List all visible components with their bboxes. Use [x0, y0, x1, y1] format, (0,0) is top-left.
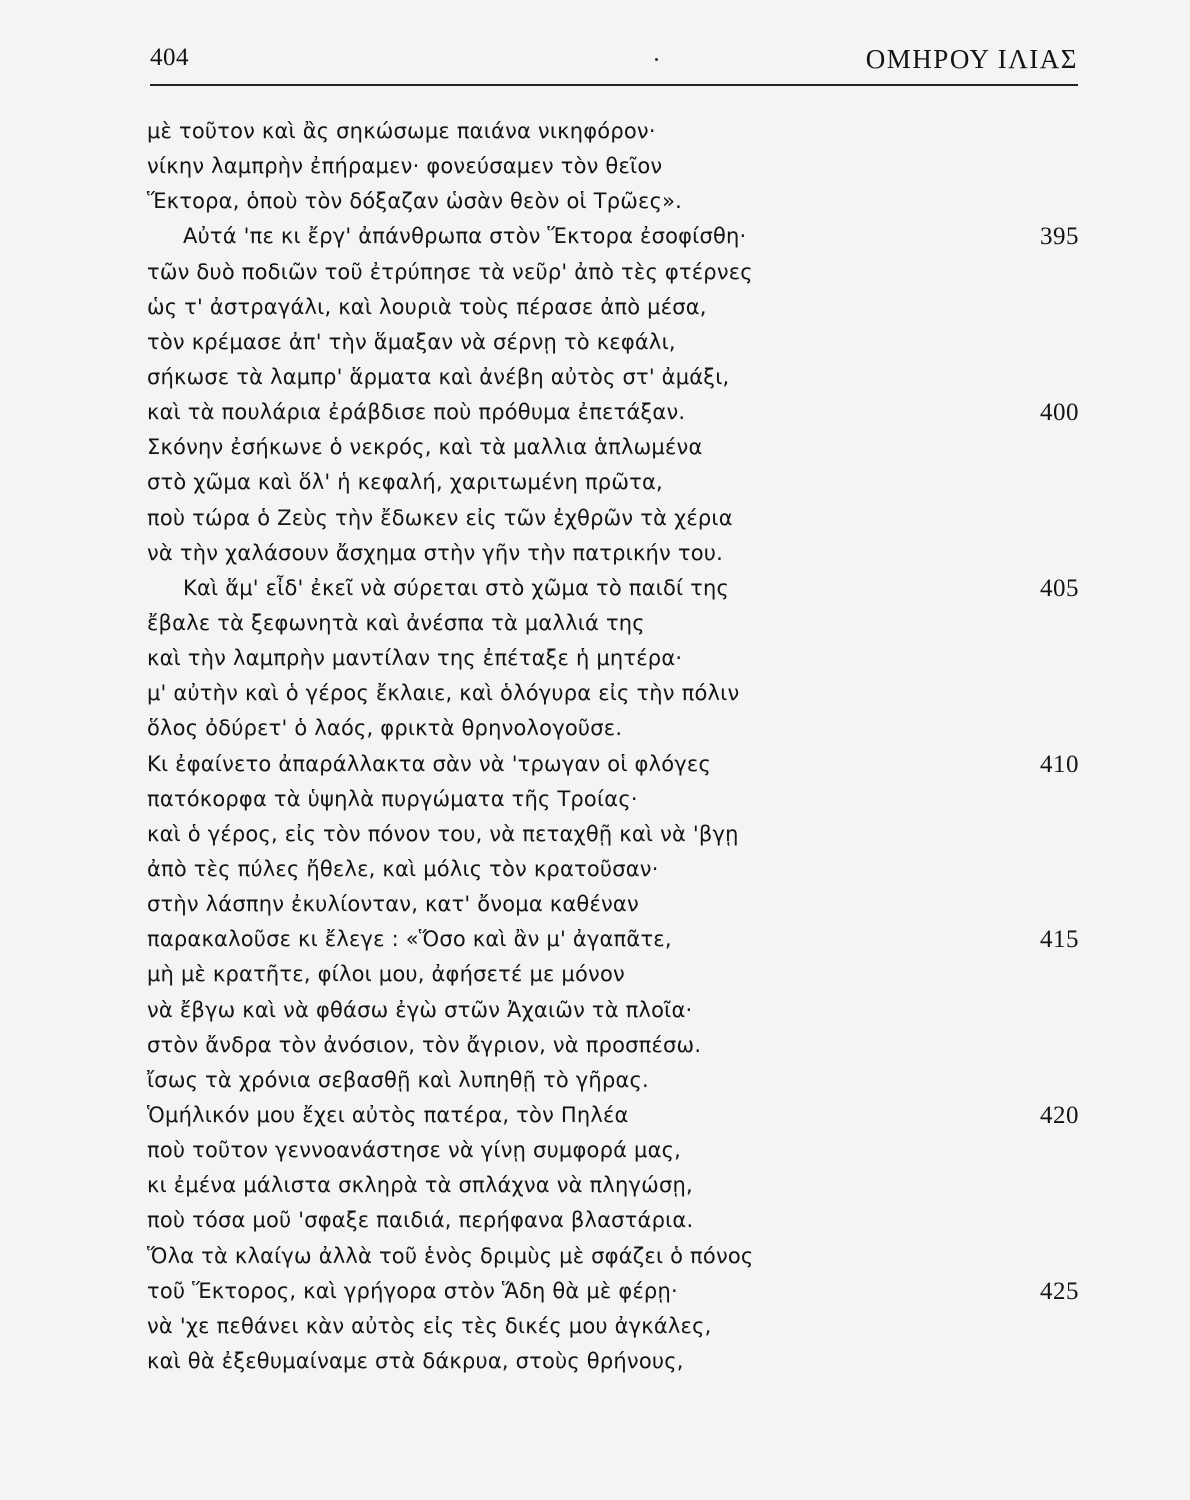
- verse-line: [147, 1028, 1087, 1063]
- verse-line: [147, 957, 1087, 992]
- verse-line: [147, 887, 1087, 922]
- verse-line: [147, 395, 1087, 430]
- verse-text: Καὶ ἅμ' εἶδ' ἐκεῖ νὰ σύρεται στὸ χῶμα τὸ παιδί της: [183, 575, 730, 600]
- verse-text: ποὺ τώρα ὁ Ζεὺς τὴν ἔδωκεν εἰς τῶν ἐχθρῶν τὰ χέρια: [147, 505, 733, 530]
- verse-text: Σκόνην ἐσήκωνε ὁ νεκρός, καὶ τὰ μαλλια ἁπλωμένα: [147, 435, 703, 460]
- verse-text: σήκωσε τὰ λαμπρ' ἅρματα καὶ ἀνέβη αὐτὸς στ' ἀμάξι,: [147, 364, 730, 389]
- speck-mark: [655, 58, 658, 61]
- verse-line: [147, 290, 1087, 325]
- verse-text: Αὐτά 'πε κι ἔργ' ἀπάνθρωπα στὸν Ἕκτορα ἐσοφίσθη·: [183, 224, 747, 249]
- verse-text: Ὁμήλικόν μου ἔχει αὐτὸς πατέρα, τὸν Πηλέα: [147, 1102, 629, 1127]
- verse-line: [147, 219, 1087, 254]
- verse-text: πατόκορφα τὰ ὑψηλὰ πυργώματα τῆς Τροίας·: [147, 786, 638, 811]
- verse-text: Ἕκτορα, ὁποὺ τὸν δόξαζαν ὡσὰν θεὸν οἱ Τρῶες».: [147, 189, 683, 214]
- line-number: 400: [1040, 399, 1079, 427]
- verse-line: [147, 817, 1087, 852]
- verse-text: Κι ἐφαίνετο ἀπαράλλακτα σὰν νὰ 'τρωγαν οἱ φλόγες: [147, 751, 711, 776]
- verse-line: [147, 993, 1087, 1028]
- verse-line: [147, 114, 1087, 149]
- verse-text: καὶ τὰ πουλάρια ἐράβδισε ποὺ πρόθυμα ἐπετάξαν.: [147, 400, 686, 425]
- verse-text: ποὺ τοῦτον γεννοανάστησε νὰ γίνῃ συμφορά μας,: [147, 1138, 682, 1163]
- line-number: 415: [1040, 926, 1079, 954]
- verse-text: μὲ τοῦτον καὶ ἂς σηκώσωμε παιάνα νικηφόρον·: [147, 119, 656, 143]
- verse-text: νὰ 'χε πεθάνει κὰν αὐτὸς εἰς τὲς δικές μου ἀγκάλες,: [147, 1313, 712, 1338]
- verse-text: παρακαλοῦσε κι ἔλεγε : «Ὅσο καὶ ἂν μ' ἀγαπᾶτε,: [147, 927, 672, 952]
- header-rule: [150, 84, 1078, 86]
- verse-text: τοῦ Ἕκτορος, καὶ γρήγορα στὸν Ἅδη θὰ μὲ φέρῃ·: [147, 1278, 678, 1303]
- verse-text: Ὅλα τὰ κλαίγω ἀλλὰ τοῦ ἑνὸς δριμὺς μὲ σφάζει ὁ πόνος: [147, 1243, 754, 1268]
- verse-line: [147, 1203, 1087, 1238]
- verse-line: [147, 1133, 1087, 1168]
- verse-line: [147, 676, 1087, 711]
- verse-line: [147, 325, 1087, 360]
- verse-text: νίκην λαμπρὴν ἐπήραμεν· φονεύσαμεν τὸν θεῖον: [147, 154, 663, 179]
- verse-text: ἔβαλε τὰ ξεφωνητὰ καὶ ἀνέσπα τὰ μαλλιά της: [147, 610, 645, 635]
- verse-line: [147, 255, 1087, 290]
- verse-line: [147, 149, 1087, 184]
- verse-line: [147, 184, 1087, 219]
- line-number: 420: [1040, 1101, 1079, 1129]
- verse-text: καὶ ὁ γέρος, εἰς τὸν πόνον του, νὰ πεταχθῇ καὶ νὰ 'βγῃ: [147, 821, 739, 846]
- verse-text: καὶ τὴν λαμπρὴν μαντίλαν της ἐπέταξε ἡ μητέρα·: [147, 646, 683, 671]
- verse-text: ἀπὸ τὲς πύλες ἤθελε, καὶ μόλις τὸν κρατοῦσαν·: [147, 856, 659, 881]
- verse-block: [147, 114, 1087, 1379]
- verse-text: στὸ χῶμα καὶ ὅλ' ἡ κεφαλή, χαριτωμένη πρῶτα,: [147, 470, 663, 495]
- running-title: ΟΜΗΡΟΥ ΙΛΙΑΣ: [865, 44, 1078, 74]
- verse-text: ὅλος ὀδύρετ' ὁ λαός, φρικτὰ θρηνολογοῦσε.: [147, 716, 623, 741]
- verse-line: [147, 430, 1087, 465]
- verse-text: μ' αὐτὴν καὶ ὁ γέρος ἔκλαιε, καὶ ὁλόγυρα εἰς τὴν πόλιν: [147, 681, 740, 706]
- verse-text: ποὺ τόσα μοῦ 'σφαξε παιδιά, περήφανα βλαστάρια.: [147, 1208, 694, 1233]
- verse-text: στὴν λάσπην ἐκυλίονταν, κατ' ὄνομα καθέναν: [147, 892, 639, 917]
- verse-line: [147, 501, 1087, 536]
- verse-text: μὴ μὲ κρατῆτε, φίλοι μου, ἀφήσετέ με μόνον: [147, 962, 625, 987]
- verse-text: ἴσως τὰ χρόνια σεβασθῇ καὶ λυπηθῇ τὸ γῆρας.: [147, 1067, 649, 1092]
- verse-line: [147, 360, 1087, 395]
- verse-line: [147, 1098, 1087, 1133]
- verse-line: [147, 852, 1087, 887]
- verse-text: ὡς τ' ἀστραγάλι, καὶ λουριὰ τοὺς πέρασε ἀπὸ μέσα,: [147, 294, 707, 319]
- verse-line: [147, 711, 1087, 746]
- page-number: 404: [150, 44, 189, 71]
- page-header: [150, 38, 1078, 88]
- verse-text: κι ἐμένα μάλιστα σκληρὰ τὰ σπλάχνα νὰ πληγώσῃ,: [147, 1173, 693, 1198]
- verse-line: [147, 1344, 1087, 1379]
- verse-text: νὰ τὴν χαλάσουν ἄσχημα στὴν γῆν τὴν πατρικήν του.: [147, 540, 723, 565]
- verse-line: [147, 1239, 1087, 1274]
- verse-line: [147, 1309, 1087, 1344]
- verse-text: τὸν κρέμασε ἀπ' τὴν ἅμαξαν νὰ σέρνῃ τὸ κεφάλι,: [147, 329, 676, 354]
- verse-line: [147, 571, 1087, 606]
- verse-line: [147, 465, 1087, 500]
- verse-line: [147, 922, 1087, 957]
- verse-line: [147, 782, 1087, 817]
- verse-text: τῶν δυὸ ποδιῶν τοῦ ἐτρύπησε τὰ νεῦρ' ἀπὸ τὲς φτέρνες: [147, 259, 753, 284]
- line-number: 395: [1040, 223, 1079, 251]
- line-number: 425: [1040, 1277, 1079, 1305]
- verse-line: [147, 1274, 1087, 1309]
- verse-line: [147, 536, 1087, 571]
- verse-text: στὸν ἄνδρα τὸν ἀνόσιον, τὸν ἄγριον, νὰ προσπέσω.: [147, 1032, 702, 1057]
- verse-text: καὶ θὰ ἐξεθυμαίναμε στὰ δάκρυα, στοὺς θρήνους,: [147, 1348, 684, 1373]
- verse-line: [147, 747, 1087, 782]
- verse-text: νὰ ἔβγω καὶ νὰ φθάσω ἐγὼ στῶν Ἀχαιῶν τὰ πλοῖα·: [147, 997, 693, 1022]
- verse-line: [147, 1168, 1087, 1203]
- line-number: 410: [1040, 750, 1079, 778]
- verse-line: [147, 1063, 1087, 1098]
- line-number: 405: [1040, 574, 1079, 602]
- verse-line: [147, 641, 1087, 676]
- verse-line: [147, 606, 1087, 641]
